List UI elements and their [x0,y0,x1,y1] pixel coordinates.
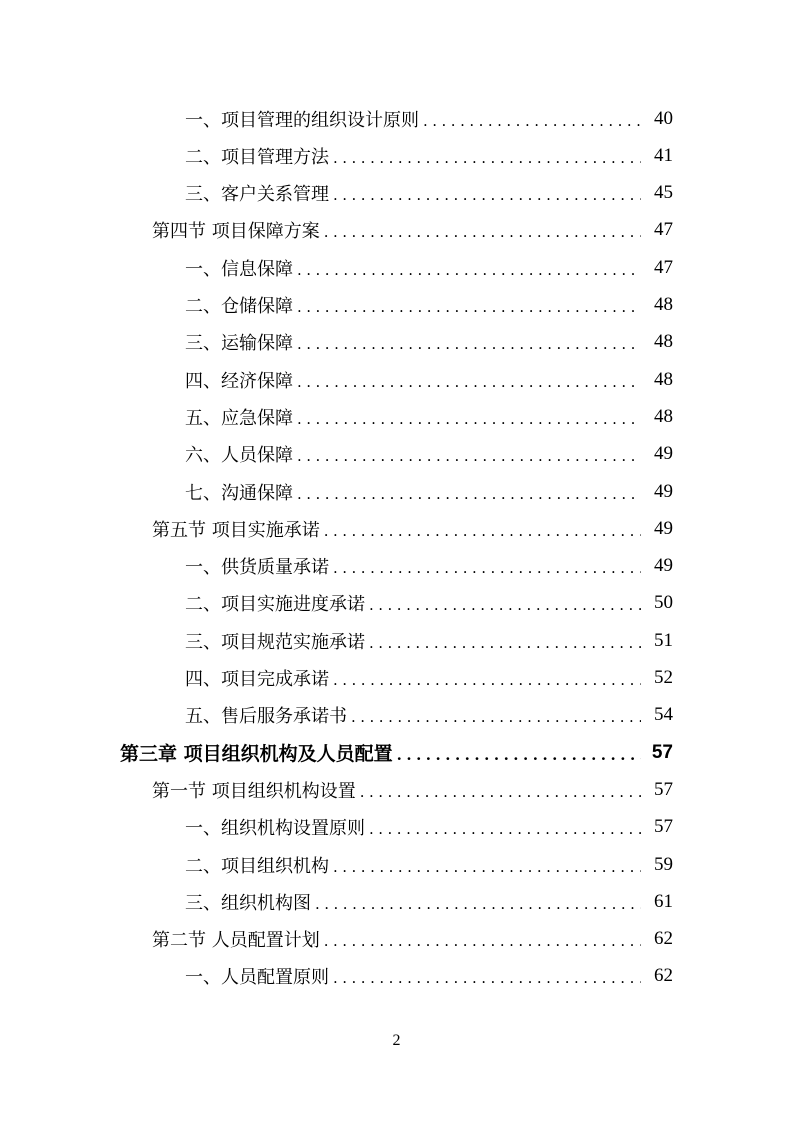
toc-subsection-entry[interactable] [185,883,673,920]
toc-entry-page-number: 48 [654,405,673,427]
toc-entry-label: 三、客户关系管理 [185,184,329,206]
toc-entry-label: 七、沟通保障 [185,482,293,504]
toc-entry-label: 一、信息保障 [185,258,293,280]
toc-entry-label: 三、组织机构图 [185,892,311,914]
toc-leader-dots [297,331,641,353]
toc-leader-dots [360,779,641,801]
toc-entry-page-number: 61 [654,890,673,912]
toc-entry-label: 五、售后服务承诺书 [185,706,347,728]
toc-subsection-entry[interactable] [185,324,673,361]
toc-entry-label: 三、项目规范实施承诺 [185,631,365,653]
toc-subsection-entry[interactable] [185,697,673,734]
toc-entry-page-number: 48 [654,331,673,353]
toc-leader-dots [333,965,641,987]
toc-section-entry[interactable] [152,771,673,808]
toc-subsection-entry[interactable] [185,361,673,398]
toc-leader-dots [397,742,641,764]
toc-entry-page-number: 49 [654,517,673,539]
toc-leader-dots [297,481,641,503]
toc-entry-label: 二、项目组织机构 [185,855,329,877]
toc-section-entry[interactable] [152,510,673,547]
toc-section-entry[interactable] [152,921,673,958]
toc-subsection-entry[interactable] [185,548,673,585]
toc-subsection-entry[interactable] [185,473,673,510]
toc-entry-label: 第一节 项目组织机构设置 [152,780,356,802]
toc-subsection-entry[interactable] [185,958,673,995]
toc-entry-label: 第三章 项目组织机构及人员配置 [120,743,393,766]
toc-entry-label: 一、人员配置原则 [185,967,329,989]
toc-chapter-entry[interactable] [120,734,673,771]
toc-entry-label: 第五节 项目实施承诺 [152,519,320,541]
toc-entry-label: 四、项目完成承诺 [185,669,329,690]
toc-leader-dots [333,854,641,876]
toc-entry-page-number: 57 [654,816,673,838]
toc-leader-dots [333,667,641,689]
toc-entry-page-number: 47 [654,219,673,241]
toc-leader-dots [324,518,641,540]
toc-entry-label: 一、项目管理的组织设计原则 [185,109,419,131]
toc-subsection-entry[interactable] [185,436,673,473]
toc-entry-label: 四、经济保障 [185,370,293,392]
toc-subsection-entry[interactable] [185,398,673,435]
toc-entry-page-number: 49 [654,480,673,502]
toc-entry-page-number: 49 [654,443,673,465]
toc-leader-dots [369,816,641,838]
toc-subsection-entry[interactable] [185,622,673,659]
toc-entry-label: 一、供货质量承诺 [185,557,329,579]
toc-entry-page-number: 50 [654,592,673,614]
toc-leader-dots [333,555,641,577]
toc-entry-label: 第四节 项目保障方案 [152,221,320,243]
toc-subsection-entry[interactable] [185,137,673,174]
toc-leader-dots [369,630,641,652]
toc-entry-label: 二、项目管理方法 [185,146,329,168]
toc-entry-page-number: 45 [654,182,673,204]
toc-entry-page-number: 47 [654,256,673,278]
toc-entry-page-number: 62 [654,965,673,987]
toc-subsection-entry[interactable] [185,846,673,883]
toc-leader-dots [369,592,641,614]
toc-entry-page-number: 59 [654,853,673,875]
toc-leader-dots [297,443,641,465]
toc-leader-dots [333,145,641,167]
toc-leader-dots [324,928,641,950]
toc-leader-dots [297,294,641,316]
toc-entry-label: 三、运输保障 [185,333,293,355]
toc-entry-page-number: 48 [654,368,673,390]
toc-leader-dots [324,219,641,241]
toc-entry-label: 六、人员保障 [185,445,293,467]
toc-subsection-entry[interactable] [185,660,673,697]
toc-entry-page-number: 51 [654,629,673,651]
toc-entry-page-number: 57 [654,778,673,800]
toc-entry-page-number: 57 [651,741,673,763]
toc-subsection-entry[interactable] [185,809,673,846]
toc-leader-dots [351,704,641,726]
toc-entry-page-number: 49 [654,555,673,577]
toc-entry-label: 五、应急保障 [185,407,293,429]
toc-entry-label: 二、项目实施进度承诺 [185,594,365,616]
toc-leader-dots [333,182,641,204]
toc-leader-dots [315,891,641,913]
toc-subsection-entry[interactable] [185,287,673,324]
toc-leader-dots [297,257,641,279]
page-number: 2 [392,1032,401,1049]
toc-section-entry[interactable] [152,212,673,249]
toc-subsection-entry[interactable] [185,175,673,212]
toc-leader-dots [423,108,641,130]
toc-entry-label: 一、组织机构设置原则 [185,818,365,840]
toc-subsection-entry[interactable] [185,585,673,622]
toc-entry-page-number: 41 [654,144,673,166]
toc-leader-dots [297,406,641,428]
toc-subsection-entry[interactable] [185,249,673,286]
toc-leader-dots [297,369,641,391]
toc-entry-page-number: 48 [654,294,673,315]
toc-entry-label: 二、仓储保障 [185,296,293,317]
toc-entry-page-number: 52 [654,667,673,688]
toc-entry-page-number: 62 [654,928,673,950]
toc-subsection-entry[interactable] [185,100,673,137]
toc-entry-label: 第二节 人员配置计划 [152,930,320,952]
toc-entry-page-number: 40 [654,107,673,129]
toc-entry-page-number: 54 [654,704,673,726]
